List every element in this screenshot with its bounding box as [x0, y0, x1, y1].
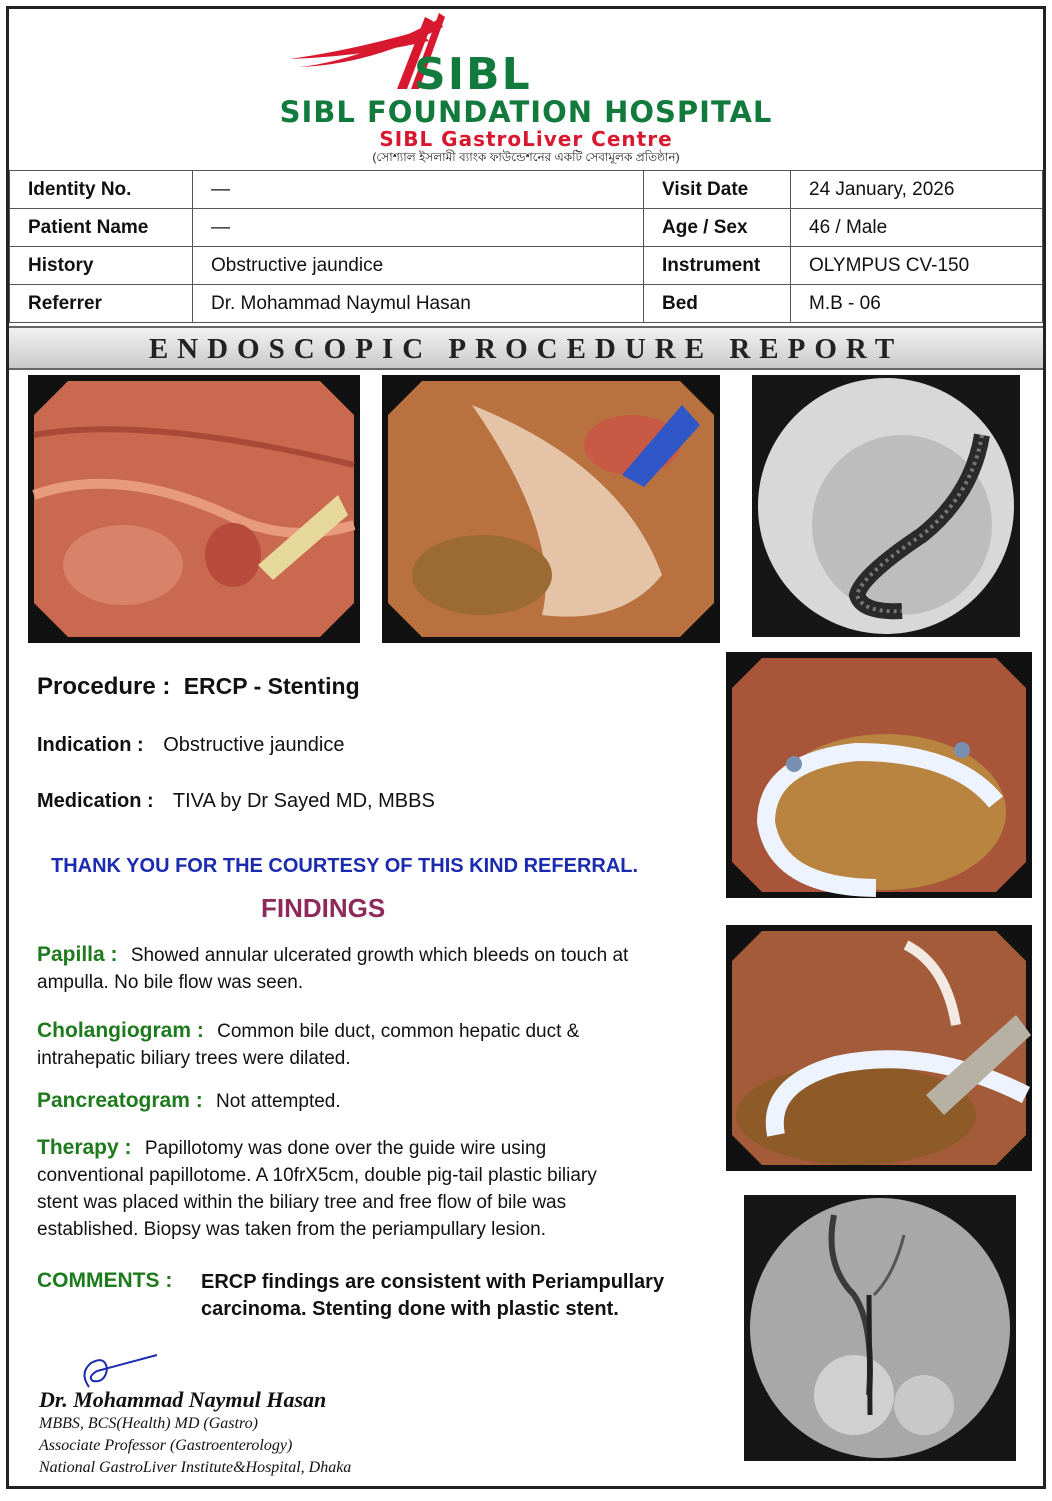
report-page [6, 6, 1046, 1489]
therapy-label: Therapy : [37, 1136, 132, 1159]
therapy-text: Papillotomy was done over the guide wire using conventional papillotome. A 10frX5cm, double pig-tail plastic biliary stent was placed within the biliary tree and free flow of bile was established. Biopsy was taken from the periampullary lesion. [37, 1138, 597, 1240]
centre-name: SIBL GastroLiver Centre [379, 127, 673, 151]
indication-value: Obstructive jaundice [163, 734, 345, 756]
papilla-text: Showed annular ulcerated growth which bleeds on touch at ampulla. No bile flow was seen. [37, 945, 629, 993]
pancreatogram-label: Pancreatogram : [37, 1089, 203, 1112]
pancreatogram-text: Not attempted. [216, 1091, 341, 1112]
cholangiogram-finding [37, 1017, 677, 1072]
referrer-value: Dr. Mohammad Naymul Hasan [193, 285, 644, 323]
cholangiogram-text: Common bile duct, common hepatic duct & intrahepatic biliary trees were dilated. [37, 1021, 580, 1069]
doctor-title: Associate Professor (Gastroenterology) [39, 1437, 293, 1454]
fluoroscopy-image-endoscope [752, 375, 1020, 637]
papilla-label: Papilla : [37, 943, 118, 966]
doctor-name: Dr. Mohammad Naymul Hasan [39, 1387, 327, 1412]
pancreatogram-finding [37, 1087, 677, 1115]
identity-value: — [193, 171, 644, 209]
table-row [10, 285, 1043, 323]
table-row [10, 171, 1043, 209]
instrument-label: Instrument [644, 247, 791, 285]
doctor-degrees: MBBS, BCS(Health) MD (Gastro) [39, 1415, 258, 1432]
brand-logo-text: SIBL [414, 49, 532, 100]
table-row [10, 209, 1043, 247]
visit-date-value: 24 January, 2026 [791, 171, 1043, 209]
medication-label: Medication : [37, 790, 154, 812]
comments-text: ERCP findings are consistent with Periampullary carcinoma. Stenting done with plastic stent. [201, 1271, 665, 1320]
doctor-institution: National GastroLiver Institute&Hospital, Dhaka [39, 1459, 352, 1476]
endoscopy-image-ulcerated-growth [382, 375, 720, 643]
bed-value: M.B - 06 [791, 285, 1043, 323]
medication-value: TIVA by Dr Sayed MD, MBBS [172, 790, 435, 812]
cholangiogram-label: Cholangiogram : [37, 1019, 204, 1042]
findings-heading: FINDINGS [261, 893, 386, 923]
endoscopy-image-stent-delivery [726, 925, 1032, 1171]
report-title: ENDOSCOPIC PROCEDURE REPORT [9, 326, 1043, 370]
indication-line [37, 734, 344, 757]
table-row [10, 247, 1043, 285]
history-label: History [10, 247, 193, 285]
medication-line [37, 790, 435, 813]
comments-label: COMMENTS : [37, 1269, 173, 1292]
fluoroscopy-image-stent-biliary [744, 1195, 1016, 1461]
instrument-value: OLYMPUS CV-150 [791, 247, 1043, 285]
endoscopy-image-papilla [28, 375, 360, 643]
procedure-line [37, 673, 360, 701]
thank-you-note: THANK YOU FOR THE COURTESY OF THIS KIND REFERRAL. [51, 855, 639, 877]
visit-date-label: Visit Date [644, 171, 791, 209]
patient-info-table [9, 170, 1043, 323]
history-value: Obstructive jaundice [193, 247, 644, 285]
bed-label: Bed [644, 285, 791, 323]
patient-name-value: — [193, 209, 644, 247]
letterhead [9, 9, 1043, 169]
hospital-name: SIBL FOUNDATION HOSPITAL [279, 95, 773, 129]
procedure-label: Procedure : [37, 673, 171, 700]
endoscopy-image-stent-placed [726, 652, 1032, 898]
referrer-label: Referrer [10, 285, 193, 323]
age-sex-value: 46 / Male [791, 209, 1043, 247]
indication-label: Indication : [37, 734, 144, 756]
patient-name-label: Patient Name [10, 209, 193, 247]
age-sex-label: Age / Sex [644, 209, 791, 247]
tagline: (সোশ্যাল ইসলামী ব্যাংক ফাউন্ডেশনের একটি সেবামূলক প্রতিষ্ঠান) [372, 150, 680, 164]
identity-label: Identity No. [10, 171, 193, 209]
papilla-finding [37, 941, 677, 996]
therapy-finding [37, 1134, 637, 1243]
procedure-value: ERCP - Stenting [183, 673, 360, 699]
